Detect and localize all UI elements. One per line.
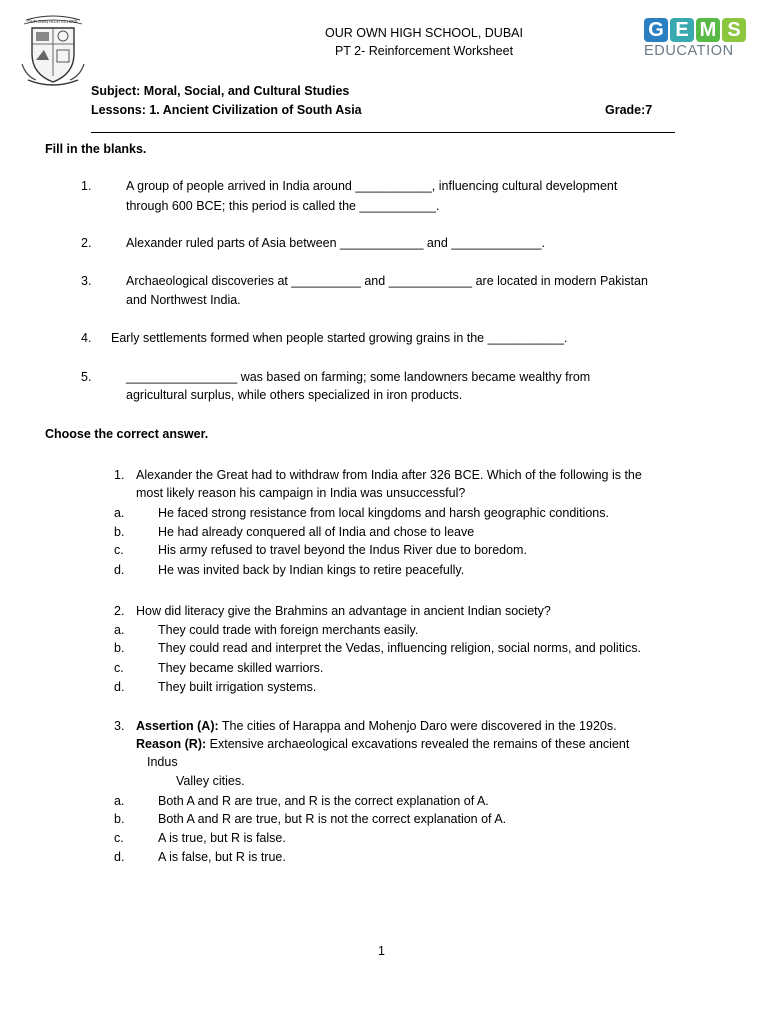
mcq-question-number: 2. xyxy=(114,604,125,618)
header-divider xyxy=(91,132,675,133)
mcq-heading: Choose the correct answer. xyxy=(45,427,209,441)
option-letter: d. xyxy=(114,680,125,694)
option-text: A is true, but R is false. xyxy=(158,831,286,845)
option-text: He was invited back by Indian kings to retire peacefully. xyxy=(158,563,465,577)
option-text: They built irrigation systems. xyxy=(158,680,317,694)
fill-item-text: Early settlements formed when people started growing grains in the ___________. xyxy=(111,331,568,345)
option-letter: a. xyxy=(114,794,125,808)
mcq-question-number: 1. xyxy=(114,468,125,482)
assertion-line xyxy=(136,719,617,733)
option-letter: c. xyxy=(114,831,124,845)
gems-letter-m: M xyxy=(696,18,720,42)
reason-label: Reason (R): xyxy=(136,737,207,751)
fill-item-text: agricultural surplus, while others specialized in iron products. xyxy=(126,388,463,402)
gems-letter-g: G xyxy=(644,18,668,42)
assertion-text: The cities of Harappa and Mohenjo Daro were discovered in the 1920s. xyxy=(218,719,617,733)
option-letter: b. xyxy=(114,641,125,655)
fill-item-text: through 600 BCE; this period is called the ___________. xyxy=(126,199,440,213)
subject-line: Subject: Moral, Social, and Cultural Studies xyxy=(91,84,350,98)
option-text: He faced strong resistance from local kingdoms and harsh geographic conditions. xyxy=(158,506,609,520)
worksheet-title: PT 2- Reinforcement Worksheet xyxy=(334,44,514,58)
reason-line xyxy=(136,737,629,751)
reason-continuation: Indus xyxy=(147,755,178,769)
lessons-line: Lessons: 1. Ancient Civilization of South Asia xyxy=(91,103,362,117)
mcq-question-text: Alexander the Great had to withdraw from India after 326 BCE. Which of the following is the xyxy=(136,468,642,482)
gems-education-logo xyxy=(644,18,748,68)
fill-item-number: 2. xyxy=(81,236,92,250)
option-letter: d. xyxy=(114,850,125,864)
school-name: OUR OWN HIGH SCHOOL, DUBAI xyxy=(325,26,523,40)
option-text: Both A and R are true, but R is not the correct explanation of A. xyxy=(158,812,507,826)
gems-logo-subtitle: EDUCATION xyxy=(644,43,734,59)
option-text: They could read and interpret the Vedas, influencing religion, social norms, and politics. xyxy=(158,641,641,655)
option-letter: d. xyxy=(114,563,125,577)
assertion-label: Assertion (A): xyxy=(136,719,219,733)
reason-continuation: Valley cities. xyxy=(176,774,245,788)
fill-item-text: and Northwest India. xyxy=(126,293,241,307)
option-letter: c. xyxy=(114,661,124,675)
mcq-question-text: How did literacy give the Brahmins an advantage in ancient Indian society? xyxy=(136,604,551,618)
gems-letter-s: S xyxy=(722,18,746,42)
mcq-question-number: 3. xyxy=(114,719,125,733)
fill-item-text: Archaeological discoveries at __________ and ____________ are located in modern Pakistan xyxy=(126,274,648,288)
option-text: They became skilled warriors. xyxy=(158,661,324,675)
fill-item-text: ________________ was based on farming; some landowners became wealthy from xyxy=(126,370,591,384)
option-text: They could trade with foreign merchants easily. xyxy=(158,623,419,637)
option-letter: a. xyxy=(114,623,125,637)
fill-item-number: 5. xyxy=(81,370,92,384)
fill-item-number: 3. xyxy=(81,274,92,288)
option-text: A is false, but R is true. xyxy=(158,850,286,864)
mcq-question-text: most likely reason his campaign in India was unsuccessful? xyxy=(136,486,466,500)
school-logo-text: OUR OWN HIGH SCHOOL xyxy=(27,19,79,24)
reason-text: Extensive archaeological excavations revealed the remains of these ancient xyxy=(206,737,630,751)
page-number: 1 xyxy=(378,944,385,958)
option-letter: c. xyxy=(114,543,124,557)
grade-line: Grade:7 xyxy=(605,103,653,117)
fill-blanks-heading: Fill in the blanks. xyxy=(45,142,147,156)
option-letter: b. xyxy=(114,812,125,826)
fill-item-text: A group of people arrived in India around ___________, influencing cultural development xyxy=(126,179,618,193)
option-text: He had already conquered all of India and chose to leave xyxy=(158,525,475,539)
gems-logo-word xyxy=(644,18,748,42)
fill-item-number: 1. xyxy=(81,179,92,193)
gems-letter-e: E xyxy=(670,18,694,42)
fill-item-number: 4. xyxy=(81,331,92,345)
option-letter: b. xyxy=(114,525,125,539)
option-letter: a. xyxy=(114,506,125,520)
fill-item-text: Alexander ruled parts of Asia between ____________ and _____________. xyxy=(126,236,546,250)
option-text: Both A and R are true, and R is the correct explanation of A. xyxy=(158,794,489,808)
option-text: His army refused to travel beyond the Indus River due to boredom. xyxy=(158,543,527,557)
